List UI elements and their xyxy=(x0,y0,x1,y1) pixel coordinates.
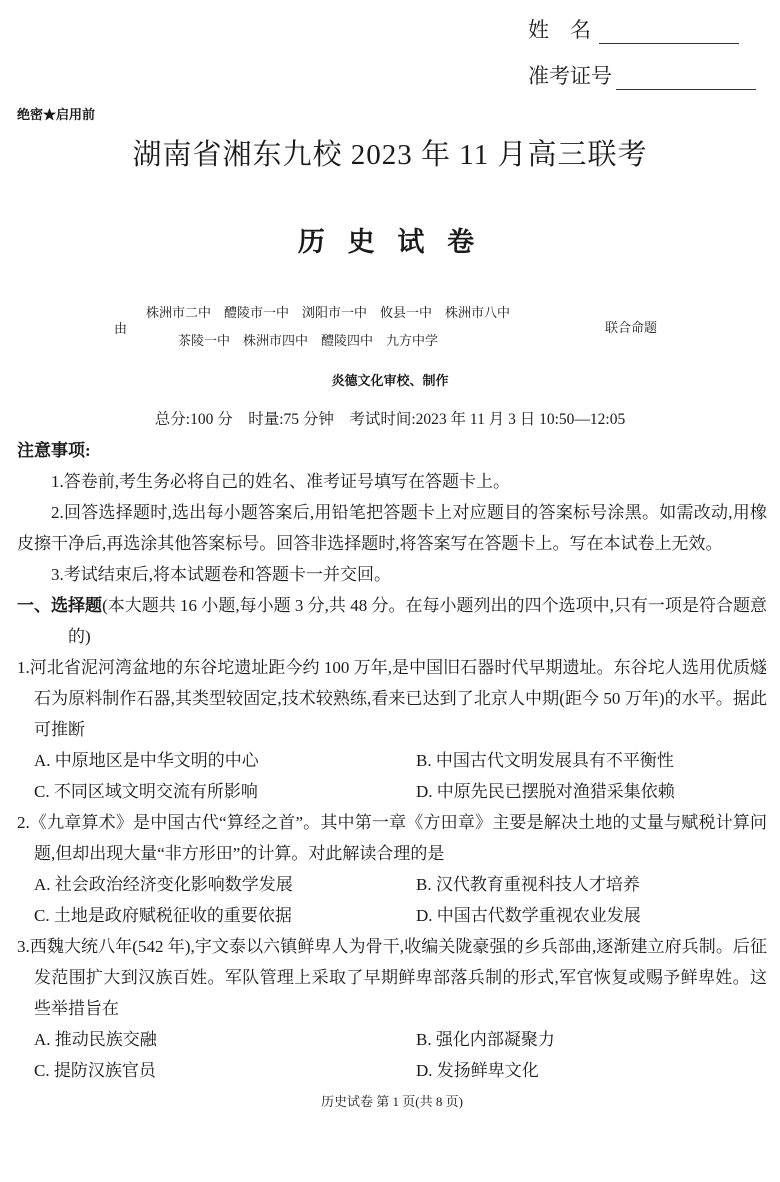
option-c[interactable]: C. 不同区域文明交流有所影响 xyxy=(34,782,258,801)
id-label: 准考证号 xyxy=(528,64,612,88)
option-c[interactable]: C. 提防汉族官员 xyxy=(34,1061,156,1080)
option-c[interactable]: C. 土地是政府赋税征收的重要依据 xyxy=(34,906,292,925)
producer: 炎德文化审校、制作 xyxy=(331,373,449,388)
content xyxy=(17,0,767,1120)
secret-label: 绝密★启用前 xyxy=(17,107,96,122)
option-a[interactable]: A. 推动民族交融 xyxy=(34,1030,157,1049)
by-label: 由 xyxy=(114,321,128,336)
options-3 xyxy=(17,1024,767,1086)
question-3: 3.西魏大统八年(542 年),宇文泰以六镇鲜卑人为骨干,收编关陇豪强的乡兵部曲,逐渐建立府兵制。后征发范围扩大到汉族百姓。军队管理上采取了早期鲜卑部落兵制的形式,军官恢复或赐予鲜卑姓。这些举措旨在 xyxy=(17,937,767,1018)
subject-title: 历 史 试 卷 xyxy=(297,227,483,257)
section-title: 一、选择题 xyxy=(17,596,103,615)
exam-title: 湖南省湘东九校 2023 年 11 月高三联考 xyxy=(132,139,648,171)
option-b[interactable]: B. 中国古代文明发展具有不平衡性 xyxy=(416,751,674,770)
section-desc: (本大题共 16 小题,每小题 3 分,共 48 分。在每小题列出的四个选项中,只有一项是符合题意的) xyxy=(68,596,767,646)
option-d[interactable]: D. 发扬鲜卑文化 xyxy=(416,1061,539,1080)
section-heading xyxy=(17,590,767,652)
option-a[interactable]: A. 中原地区是中华文明的中心 xyxy=(34,751,259,770)
schools-row-1: 株洲市二中 醴陵市一中 浏阳市一中 攸县一中 株洲市八中 xyxy=(146,305,511,320)
exam-info: 总分:100 分 时量:75 分钟 考试时间:2023 年 11 月 3 日 10:50—12:05 xyxy=(154,411,626,428)
notice-item: 2.回答选择题时,选出每小题答案后,用铅笔把答题卡上对应题目的答案标号涂黑。如需改动,用橡皮擦干净后,再选涂其他答案标号。回答非选择题时,将答案写在答题卡上。写在本试卷上无效。 xyxy=(17,503,767,553)
name-label: 姓 名 xyxy=(528,18,591,42)
option-b[interactable]: B. 汉代教育重视科技人才培养 xyxy=(416,875,640,894)
notice-heading: 注意事项: xyxy=(17,441,91,460)
options-1 xyxy=(17,745,767,807)
page-footer: 历史试卷 第 1 页(共 8 页) xyxy=(321,1094,463,1109)
schools-row-2: 茶陵一中 株洲市四中 醴陵四中 九方中学 xyxy=(178,333,439,348)
option-d[interactable]: D. 中原先民已摆脱对渔猎采集依赖 xyxy=(416,782,675,801)
joint-label: 联合命题 xyxy=(605,320,658,335)
option-d[interactable]: D. 中国古代数学重视农业发展 xyxy=(416,906,641,925)
options-2 xyxy=(17,869,767,931)
notice-item: 3.考试结束后,将本试题卷和答题卡一并交回。 xyxy=(51,565,391,584)
notice-item: 1.答卷前,考生务必将自己的姓名、准考证号填写在答题卡上。 xyxy=(51,472,510,491)
option-a[interactable]: A. 社会政治经济变化影响数学发展 xyxy=(34,875,293,894)
question-2: 2.《九章算术》是中国古代“算经之首”。其中第一章《方田章》主要是解决土地的丈量与赋税计算问题,但却出现大量“非方形田”的计算。对此解读合理的是 xyxy=(17,813,767,863)
question-1: 1.河北省泥河湾盆地的东谷坨遗址距今约 100 万年,是中国旧石器时代早期遗址。东谷坨人选用优质燧石为原料制作石器,其类型较固定,技术较熟练,看来已达到了北京人中期(距今 50 万年)的水平。据此可推断 xyxy=(17,658,767,739)
option-b[interactable]: B. 强化内部凝聚力 xyxy=(416,1030,555,1049)
